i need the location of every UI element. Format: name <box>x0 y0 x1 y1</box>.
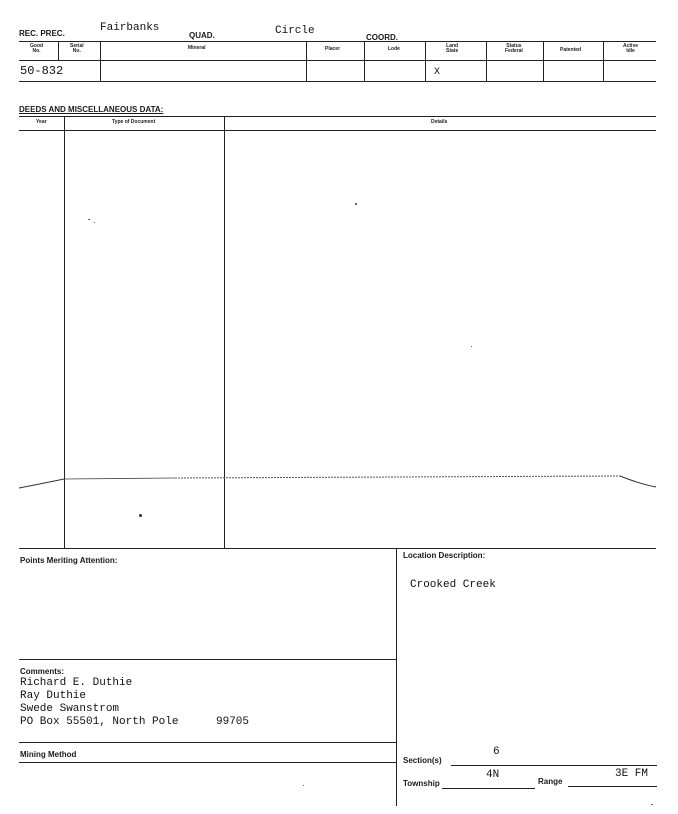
grid-line <box>603 41 604 81</box>
rec-prec-label: REC. PREC. <box>19 29 65 38</box>
scan-speck <box>139 514 142 517</box>
col-serial-no: Serial No. <box>70 43 84 54</box>
scan-speck <box>303 785 304 786</box>
range-label: Range <box>538 777 563 786</box>
deeds-top-rule <box>19 116 656 117</box>
grid-line <box>425 41 426 81</box>
comments-label: Comments: <box>20 667 65 676</box>
scan-speck <box>355 203 357 205</box>
coord-label: COORD. <box>366 33 398 42</box>
comment-line-2: Ray Duthie <box>20 690 87 702</box>
grid-line <box>100 41 101 81</box>
scan-speck <box>94 222 95 223</box>
col-placer: Placer <box>325 46 341 52</box>
grid-line <box>364 41 365 81</box>
mining-method-rule <box>19 762 396 763</box>
comment-line-3: Swede Swanstrom <box>20 703 120 715</box>
deeds-col-year: Year <box>36 119 47 125</box>
section-underline <box>451 765 657 766</box>
header-top-rule <box>19 41 656 42</box>
grid-line <box>306 41 307 81</box>
deeds-header-rule <box>19 130 656 131</box>
comment-zip: 99705 <box>216 716 250 728</box>
grid-line <box>486 41 487 81</box>
quad-value: Circle <box>275 25 315 37</box>
col-good-no: Good No. <box>30 43 44 54</box>
good-no-value: 50-832 <box>20 64 64 78</box>
scan-speck <box>471 346 472 347</box>
section-label: Section(s) <box>403 756 442 765</box>
mining-method-label: Mining Method <box>20 750 77 759</box>
scan-speck <box>651 804 653 805</box>
rec-prec-value: Fairbanks <box>100 22 160 34</box>
range-underline <box>568 786 657 787</box>
scan-speck <box>88 219 90 220</box>
grid-line <box>58 41 59 60</box>
quad-label: QUAD. <box>189 31 215 40</box>
col-mineral: Mineral <box>188 45 206 51</box>
deeds-title: DEEDS AND MISCELLANEOUS DATA: <box>19 105 164 114</box>
header-mid-rule <box>19 60 656 61</box>
deeds-col-type: Type of Document <box>112 119 156 125</box>
section-value: 6 <box>493 746 500 758</box>
township-label: Township <box>403 779 440 788</box>
location-value: Crooked Creek <box>410 579 496 591</box>
range-value: 3E FM <box>615 768 649 780</box>
col-status-federal: Status Federal <box>505 43 523 54</box>
col-active-idle: Active Idle <box>623 43 639 54</box>
land-state-mark: X <box>434 67 441 78</box>
grid-line <box>543 41 544 81</box>
comment-line-4: PO Box 55501, North Pole <box>20 716 179 728</box>
col-patented: Patented <box>560 47 582 53</box>
points-label: Points Meriting Attention: <box>20 556 118 565</box>
page-fold-seam <box>0 468 678 496</box>
township-underline <box>442 788 535 789</box>
col-land-state: Land State <box>446 43 459 54</box>
location-label: Location Description: <box>403 551 486 560</box>
lower-divider <box>396 548 397 806</box>
col-lode: Lode <box>388 46 400 52</box>
comments-bottom-rule <box>19 742 396 743</box>
deeds-col-details: Details <box>431 119 448 125</box>
points-bottom-rule <box>19 659 396 660</box>
township-value: 4N <box>486 769 500 781</box>
deeds-bottom-rule <box>19 548 656 549</box>
header-bottom-rule <box>19 81 656 82</box>
comment-line-1: Richard E. Duthie <box>20 677 133 689</box>
